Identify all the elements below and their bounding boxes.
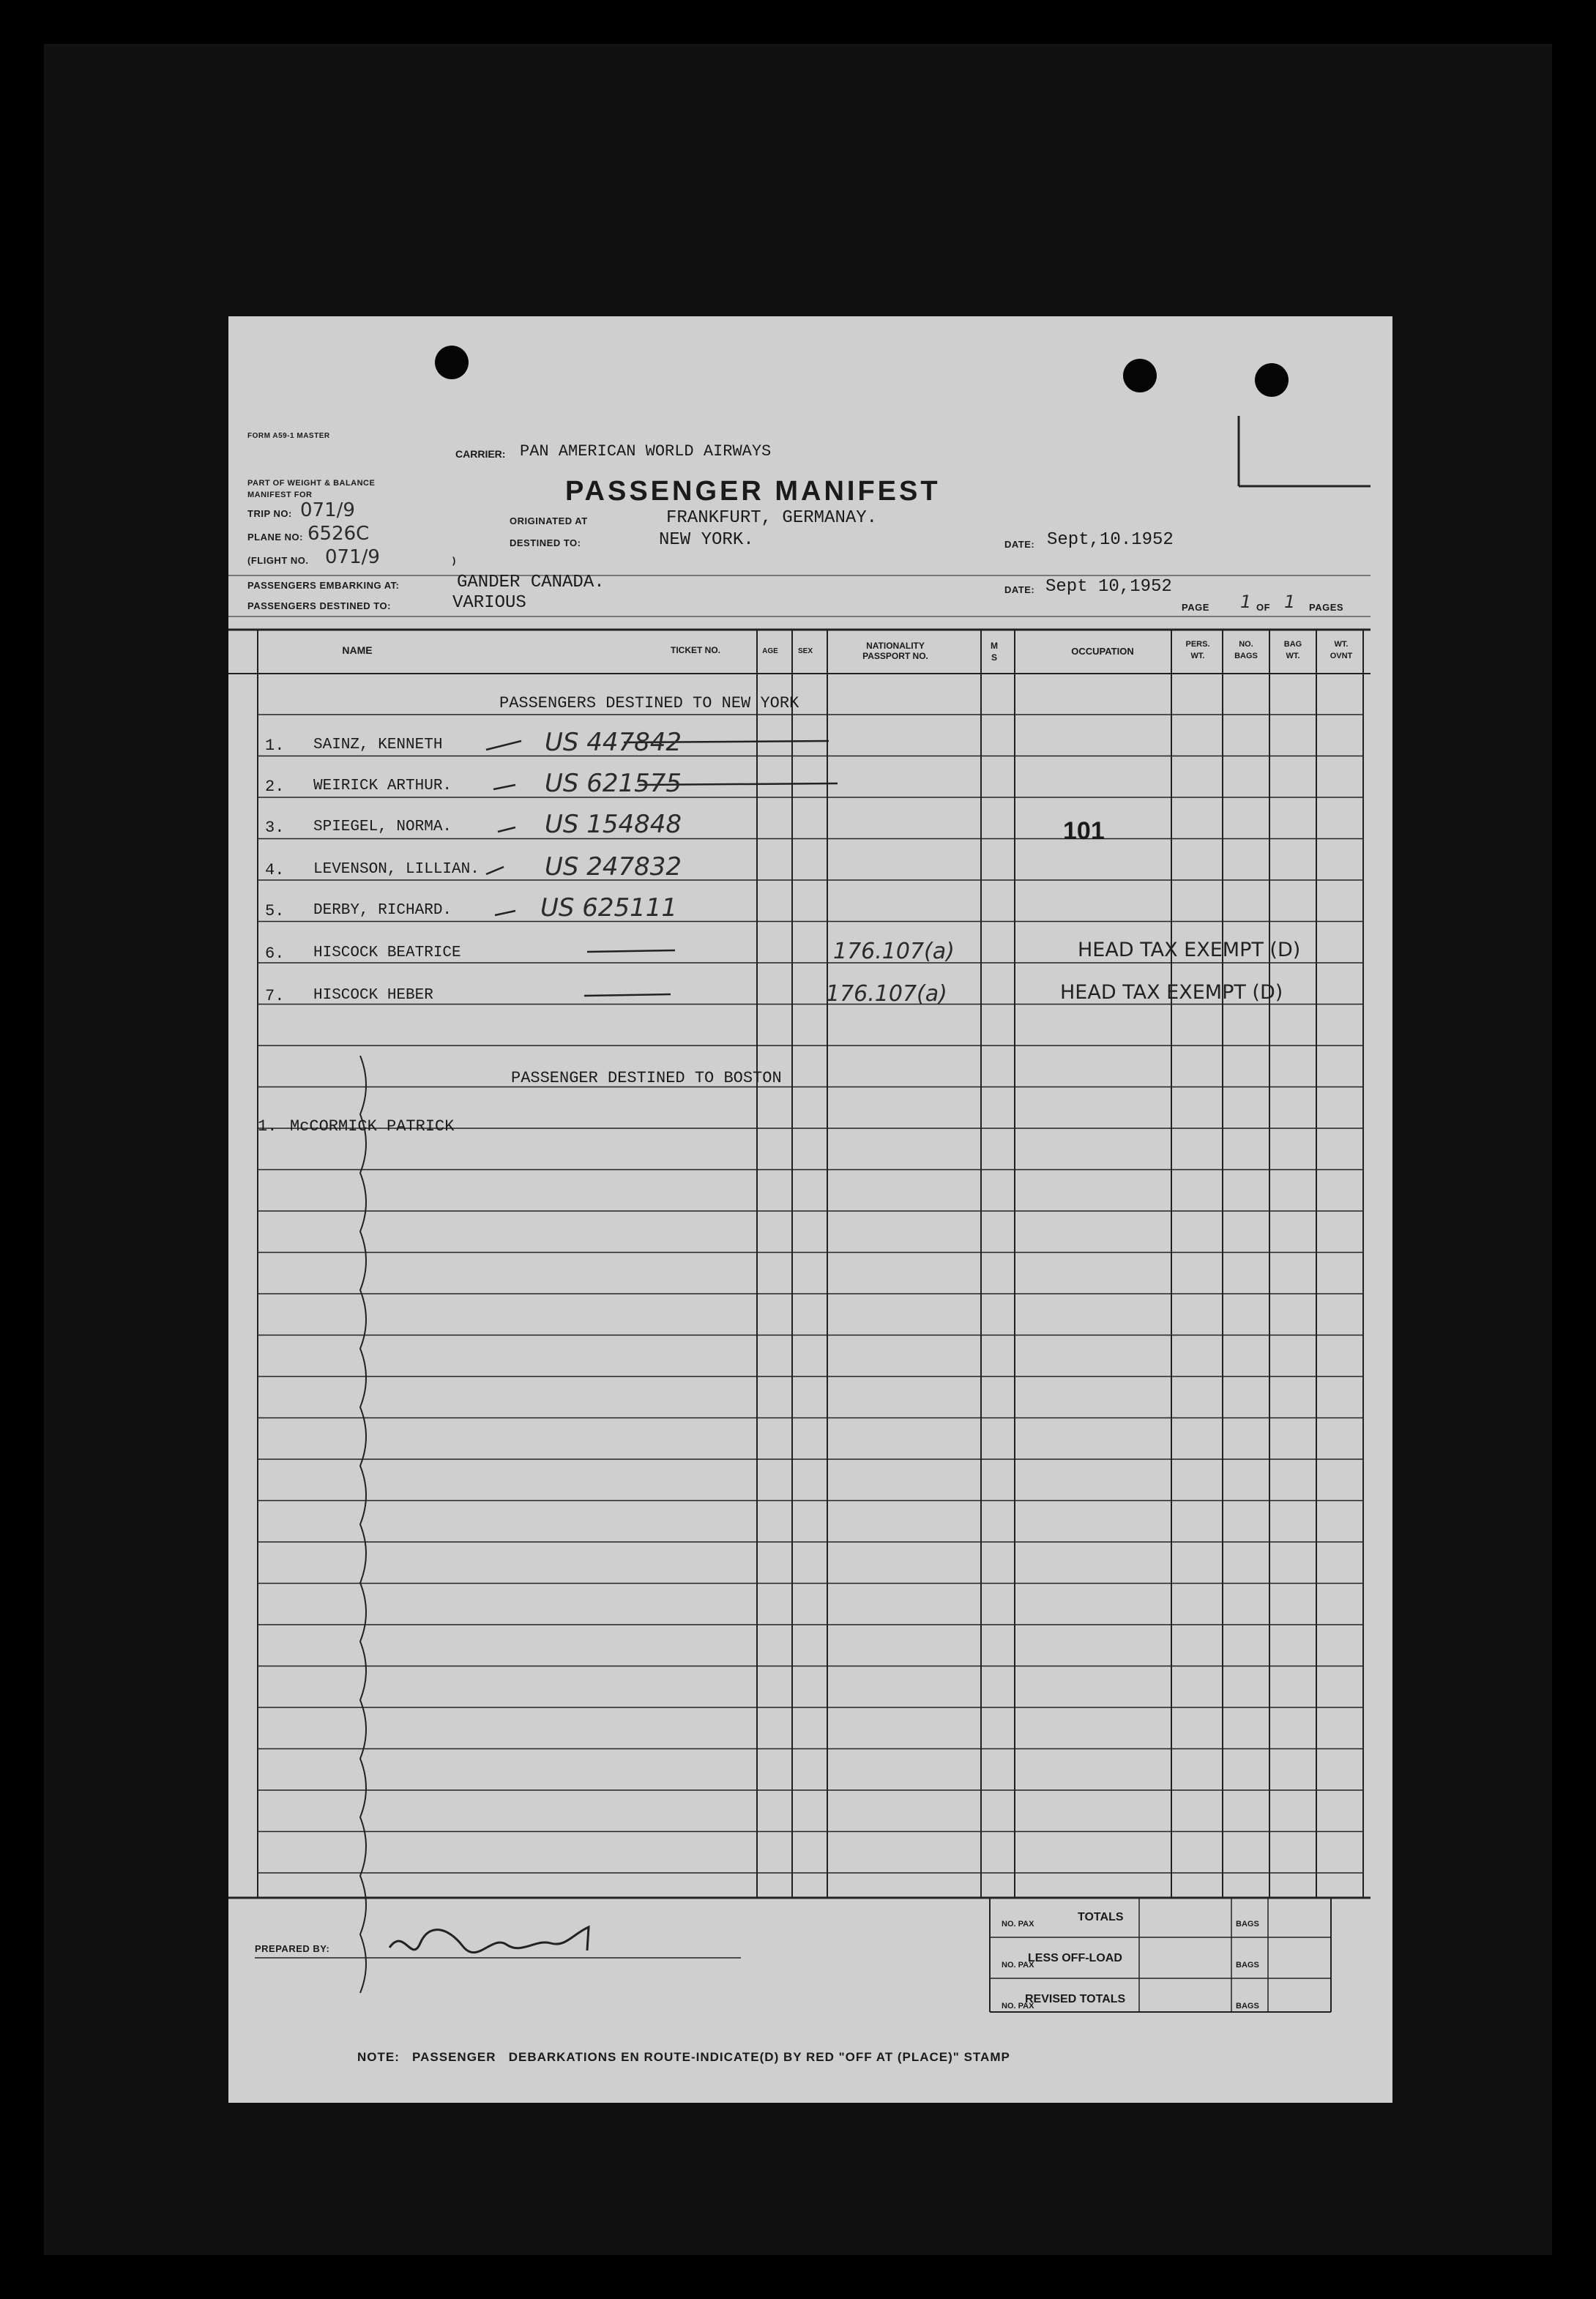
originated-value: FRANKFURT, GERMANAY. [666, 508, 878, 528]
signature-image [228, 316, 1392, 2103]
group-heading-new-york: PASSENGERS DESTINED TO NEW YORK [499, 694, 799, 712]
col-bag: BAG [1283, 640, 1302, 649]
passenger-name: SPIEGEL, NORMA. [313, 819, 452, 835]
passenger-section-ref: 176.107(a) [833, 939, 955, 964]
col-sex: SEX [797, 647, 813, 655]
trip-label: TRIP NO: [247, 508, 292, 519]
pass-destined-label: PASSENGERS DESTINED TO: [247, 600, 391, 611]
col-ovnt: OVNT [1330, 652, 1353, 660]
col-pers: PERS. [1185, 640, 1210, 649]
form-code: FORM A59-1 MASTER [247, 432, 330, 440]
col-no: NO. [1239, 640, 1253, 649]
flight-number: 071/9 [325, 546, 380, 568]
page-number: 1 [1240, 592, 1252, 612]
page-label: PAGE [1182, 602, 1209, 613]
date-value: Sept,10.1952 [1047, 530, 1174, 550]
pages-label: PAGES [1309, 602, 1344, 613]
col-s: S [991, 652, 997, 663]
destined-value: NEW YORK. [659, 530, 754, 550]
passenger-passport-handwritten: US 625111 [540, 893, 678, 923]
part-of-label: PART OF WEIGHT & BALANCE [247, 479, 376, 488]
plane-number: 6526C [307, 523, 370, 545]
passenger-num: 2. [265, 778, 285, 796]
passenger-num: 4. [265, 861, 285, 879]
carrier-label: CARRIER: [455, 448, 506, 460]
embarking-label: PASSENGERS EMBARKING AT: [247, 580, 400, 591]
passenger-name: SAINZ, KENNETH [313, 737, 443, 753]
col-m: M [991, 641, 998, 651]
boston-passenger-num: 1. [258, 1117, 277, 1136]
passenger-name: HISCOCK BEATRICE [313, 944, 461, 961]
passenger-num: 3. [265, 819, 285, 837]
col-passport: PASSPORT NO. [862, 651, 928, 661]
col-bags: BAGS [1234, 652, 1258, 660]
col-wt: WT. [1334, 640, 1349, 649]
of-label: OF [1256, 602, 1271, 613]
pass-destined-value: VARIOUS [452, 593, 526, 613]
col-ticket: TICKET NO. [671, 645, 720, 655]
passenger-num: 1. [265, 737, 285, 755]
totals-bags: BAGS [1236, 1920, 1259, 1929]
page-total: 1 [1284, 592, 1296, 612]
passenger-num: 7. [265, 987, 285, 1005]
revised-bags: BAGS [1236, 2002, 1259, 2011]
manifest-document [228, 316, 1392, 2103]
prepared-label: PREPARED BY: [255, 1943, 330, 1954]
totals-no-pax: NO. PAX [1002, 1920, 1034, 1929]
boston-passenger-name: McCORMICK PATRICK [290, 1117, 455, 1136]
head-tax-exempt-stamp: HEAD TAX EXEMPT (D) [1078, 939, 1301, 961]
embarking-value: GANDER CANADA. [457, 573, 605, 592]
col-name: NAME [342, 644, 373, 656]
plane-label: PLANE NO: [247, 532, 303, 543]
col-age: AGE [762, 647, 778, 655]
passenger-passport-handwritten: US 247832 [545, 852, 682, 882]
date-label: DATE: [1004, 539, 1035, 550]
flight-label: (FLIGHT NO. [247, 555, 309, 566]
col-bag-wt: WT. [1286, 652, 1300, 660]
manifest-for-label: MANIFEST FOR [247, 491, 313, 499]
date2-value: Sept 10,1952 [1045, 577, 1172, 597]
passenger-num: 6. [265, 944, 285, 963]
passenger-name: DERBY, RICHARD. [313, 902, 452, 919]
footer-note: NOTE: PASSENGER DEBARKATIONS EN ROUTE-INDICATE(D) BY RED "OFF AT (PLACE)" STAMP [357, 2050, 1010, 2064]
col-pers-wt: WT. [1190, 652, 1205, 660]
passenger-name: HISCOCK HEBER [313, 987, 433, 1004]
flight-close: ) [452, 555, 456, 566]
passenger-passport-handwritten: US 621575 [545, 769, 682, 798]
date2-label: DATE: [1004, 584, 1035, 595]
less-no-pax: NO. PAX [1002, 1961, 1034, 1970]
totals-label: TOTALS [1078, 1911, 1124, 1923]
passenger-passport-handwritten: US 154848 [545, 810, 682, 839]
revised-totals-label: REVISED TOTALS [1025, 1993, 1126, 2005]
passenger-name: LEVENSON, LILLIAN. [313, 861, 480, 878]
head-tax-exempt-stamp: HEAD TAX EXEMPT (D) [1060, 981, 1283, 1004]
destined-label: DESTINED TO: [510, 537, 581, 548]
passenger-num: 5. [265, 902, 285, 920]
originated-label: ORIGINATED AT [510, 515, 588, 526]
passenger-name: WEIRICK ARTHUR. [313, 778, 452, 794]
carrier-value: PAN AMERICAN WORLD AIRWAYS [520, 442, 772, 461]
col-occupation: OCCUPATION [1071, 646, 1134, 657]
less-offload-label: LESS OFF-LOAD [1028, 1952, 1122, 1964]
passenger-section-ref: 176.107(a) [826, 981, 947, 1007]
less-bags: BAGS [1236, 1961, 1259, 1970]
occupation-mark: 101 [1063, 817, 1105, 845]
group-heading-boston: PASSENGER DESTINED TO BOSTON [511, 1069, 782, 1087]
col-nationality: NATIONALITY [866, 641, 925, 651]
passenger-passport-handwritten: US 447842 [545, 728, 682, 757]
trip-number: 071/9 [300, 499, 355, 521]
revised-no-pax: NO. PAX [1002, 2002, 1034, 2011]
page-title: PASSENGER MANIFEST [565, 476, 941, 507]
